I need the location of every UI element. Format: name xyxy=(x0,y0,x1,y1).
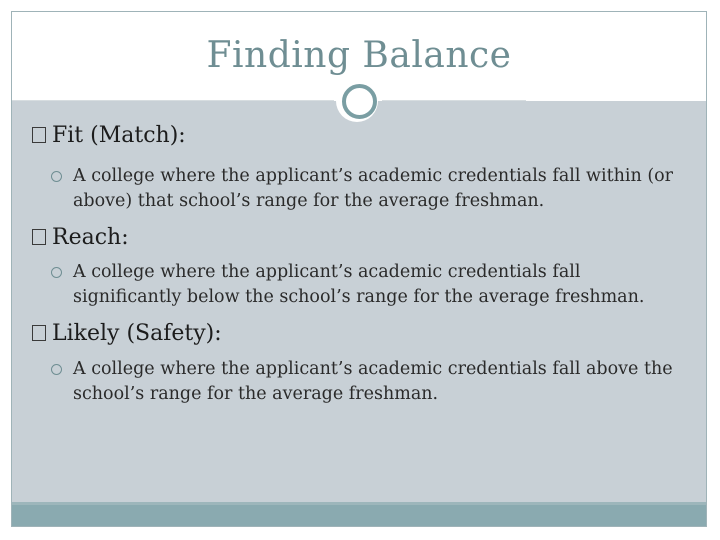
heading-text: Likely (Safety): xyxy=(52,321,222,346)
heading-text: Fit (Match): xyxy=(52,123,186,148)
circle-outline-icon xyxy=(51,364,62,375)
detail-text: A college where the applicant’s academic credentials fall above the school’s range for the average freshman. xyxy=(73,359,673,404)
square-outline-icon xyxy=(32,325,46,341)
heading-text: Reach: xyxy=(52,225,129,250)
circle-outline-icon xyxy=(51,267,62,278)
square-outline-icon xyxy=(32,229,46,245)
detail-text: A college where the applicant’s academic credentials fall within (or above) that school’s range for the average freshman. xyxy=(73,166,674,211)
footer-bar xyxy=(12,502,706,526)
bullet-heading-likely xyxy=(32,321,222,346)
circle-outline-icon xyxy=(51,171,62,182)
bullet-detail-fit xyxy=(73,164,693,214)
slide-title: Finding Balance xyxy=(206,35,512,76)
circle-ornament-icon xyxy=(342,84,377,119)
detail-text: A college where the applicant’s academic credentials fall significantly below the school’s range for the average freshman. xyxy=(73,262,645,307)
bullet-heading-fit xyxy=(32,123,186,148)
square-outline-icon xyxy=(32,127,46,143)
bullet-detail-likely xyxy=(73,357,693,407)
title-divider-left xyxy=(12,100,334,101)
bullet-heading-reach xyxy=(32,225,129,250)
title-divider-right xyxy=(382,100,526,101)
bullet-detail-reach xyxy=(73,260,693,310)
